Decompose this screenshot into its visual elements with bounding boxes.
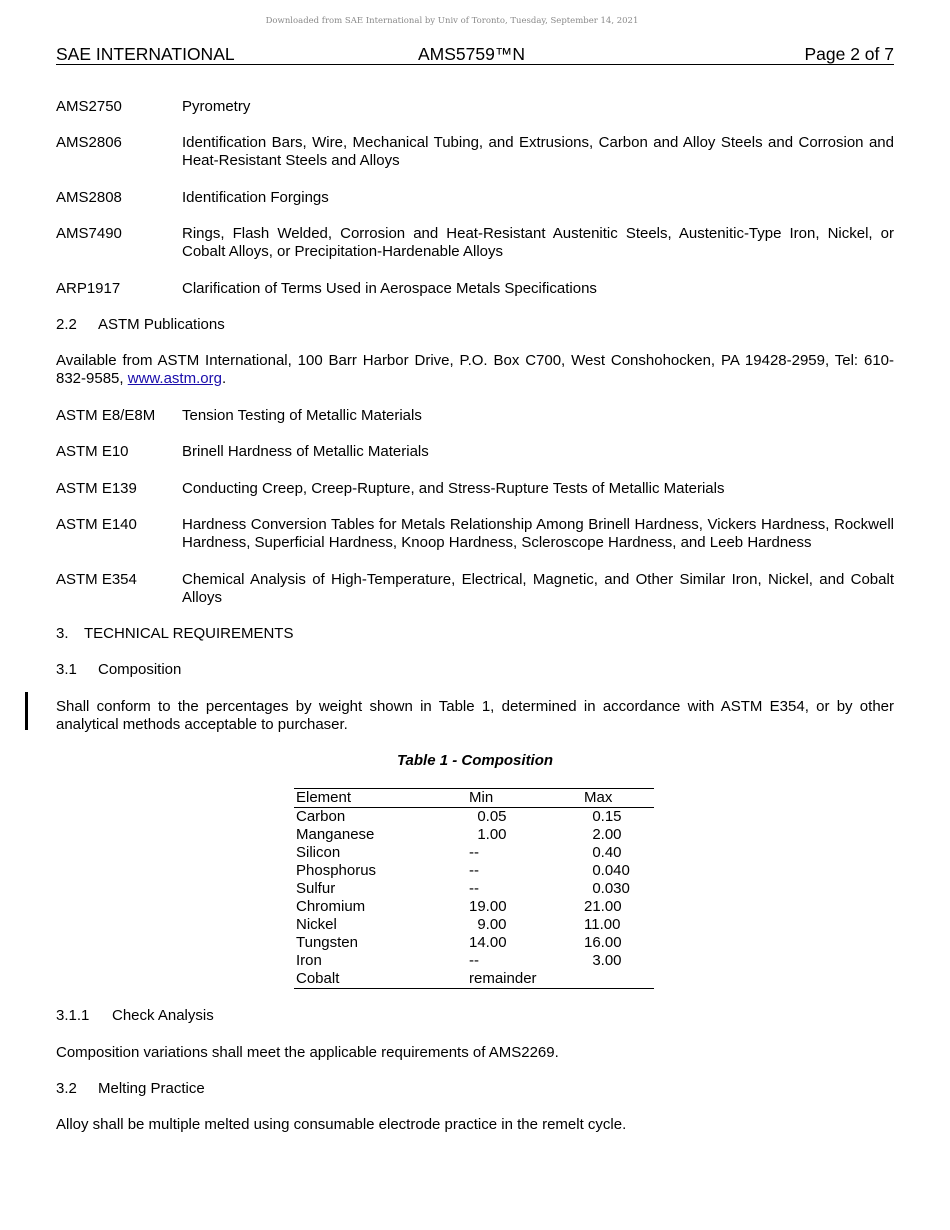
table-row xyxy=(294,916,654,934)
table-row xyxy=(294,826,654,844)
element-cell: Tungsten xyxy=(296,934,358,951)
min-cell: 9.00 xyxy=(469,916,507,933)
section-number: 3. xyxy=(56,625,69,642)
reference-item xyxy=(56,480,894,498)
reference-code: AMS7490 xyxy=(56,225,122,242)
element-cell: Nickel xyxy=(296,916,337,933)
reference-item xyxy=(56,407,894,425)
reference-description: Pyrometry xyxy=(182,98,251,115)
table-row xyxy=(294,970,654,988)
header-doc-number: AMS5759™N xyxy=(418,44,525,64)
section-title: Composition xyxy=(98,661,182,678)
reference-description: Tension Testing of Metallic Materials xyxy=(182,407,422,424)
reference-description: Brinell Hardness of Metallic Materials xyxy=(182,443,429,460)
table-row xyxy=(294,934,654,952)
reference-description: Identification Forgings xyxy=(182,189,329,206)
reference-description: Conducting Creep, Creep-Rupture, and Stress-Rupture Tests of Metallic Materials xyxy=(182,480,725,497)
table-row xyxy=(294,880,654,898)
reference-item xyxy=(56,516,894,552)
table-row xyxy=(294,862,654,880)
astm-availability-end: . xyxy=(221,370,227,387)
astm-website-link[interactable]: www.astm.org xyxy=(127,370,222,387)
astm-availability-paragraph xyxy=(56,352,894,388)
element-cell: Silicon xyxy=(296,844,341,861)
table-body xyxy=(294,808,654,988)
composition-table xyxy=(294,788,654,989)
element-cell: Cobalt xyxy=(296,970,340,987)
section-number: 3.2 xyxy=(56,1080,77,1097)
reference-code: ASTM E140 xyxy=(56,516,137,533)
max-cell: 3.00 xyxy=(584,952,622,969)
element-cell: Iron xyxy=(296,952,322,969)
min-cell: 14.00 xyxy=(469,934,507,951)
reference-code: AMS2806 xyxy=(56,134,122,151)
header-org: SAE INTERNATIONAL xyxy=(56,44,235,64)
section-number: 3.1.1 xyxy=(56,1007,90,1024)
reference-code: ASTM E139 xyxy=(56,480,137,497)
reference-description: Hardness Conversion Tables for Metals Relationship Among Brinell Hardness, Vickers Hardness, Rockwell Hardness, Superficial Hardness, Knoop Hardness, Scleroscope Hardness, and Leeb Hardness xyxy=(182,516,894,551)
reference-code: ARP1917 xyxy=(56,280,121,297)
table-caption: Table 1 - Composition xyxy=(396,752,554,769)
table-header-row xyxy=(294,789,654,808)
max-cell: 16.00 xyxy=(584,934,622,951)
min-cell: 1.00 xyxy=(469,826,507,843)
reference-item xyxy=(56,443,894,461)
table-row xyxy=(294,898,654,916)
table-row xyxy=(294,952,654,970)
table-row xyxy=(294,808,654,826)
reference-description: Clarification of Terms Used in Aerospace Metals Specifications xyxy=(182,280,597,297)
section-number: 2.2 xyxy=(56,316,77,333)
table-row xyxy=(294,844,654,862)
section-heading-3 xyxy=(56,625,293,643)
max-cell: 11.00 xyxy=(584,916,621,933)
table-header-cell: Max xyxy=(584,789,613,806)
reference-item xyxy=(56,571,894,607)
section-heading-3-1 xyxy=(56,661,181,679)
reference-code: AMS2808 xyxy=(56,189,122,206)
reference-code: ASTM E8/E8M xyxy=(56,407,156,424)
min-cell: -- xyxy=(469,880,479,897)
header-page-number: Page 2 of 7 xyxy=(804,44,894,64)
reference-code: AMS2750 xyxy=(56,98,122,115)
section-title: ASTM Publications xyxy=(98,316,225,333)
reference-item xyxy=(56,225,894,261)
min-cell: 19.00 xyxy=(469,898,507,915)
element-cell: Chromium xyxy=(296,898,366,915)
reference-code: ASTM E10 xyxy=(56,443,129,460)
reference-description: Identification Bars, Wire, Mechanical Tubing, and Extrusions, Carbon and Alloy Steels and Corrosion and Heat-Resistant Steels and Alloys xyxy=(182,134,894,169)
revision-change-bar xyxy=(25,692,28,730)
table-header-cell: Element xyxy=(296,789,352,806)
section-title: Check Analysis xyxy=(112,1007,214,1024)
table-header-cell: Min xyxy=(469,789,494,806)
section-title: TECHNICAL REQUIREMENTS xyxy=(84,625,294,642)
max-cell: 0.040 xyxy=(584,862,630,879)
melting-practice-paragraph: Alloy shall be multiple melted using consumable electrode practice in the remelt cycle. xyxy=(56,1116,627,1133)
reference-item xyxy=(56,189,894,207)
max-cell: 21.00 xyxy=(584,898,622,915)
reference-item xyxy=(56,280,894,298)
min-cell: -- xyxy=(469,862,479,879)
max-cell: 0.15 xyxy=(584,808,622,825)
download-notice: Downloaded from SAE International by Univ of Toronto, Tuesday, September 14, 2021 xyxy=(265,16,639,26)
section-heading-3-2 xyxy=(56,1080,205,1098)
element-cell: Carbon xyxy=(296,808,346,825)
min-cell: remainder xyxy=(469,970,537,987)
section-heading-2-2 xyxy=(56,316,225,334)
min-cell: 0.05 xyxy=(469,808,507,825)
element-cell: Sulfur xyxy=(296,880,336,897)
max-cell: 2.00 xyxy=(584,826,622,843)
reference-description: Chemical Analysis of High-Temperature, Electrical, Magnetic, and Other Similar Iron, Nickel, and Cobalt Alloys xyxy=(182,571,894,606)
element-cell: Manganese xyxy=(296,826,375,843)
element-cell: Phosphorus xyxy=(296,862,377,879)
page-header xyxy=(56,44,894,65)
section-heading-3-1-1 xyxy=(56,1007,214,1025)
section-number: 3.1 xyxy=(56,661,77,678)
reference-item xyxy=(56,98,894,116)
min-cell: -- xyxy=(469,952,479,969)
max-cell: 0.030 xyxy=(584,880,630,897)
section-title: Melting Practice xyxy=(98,1080,205,1097)
max-cell: 0.40 xyxy=(584,844,622,861)
composition-paragraph: Shall conform to the percentages by weight shown in Table 1, determined in accordance with ASTM E354, or by other analytical methods acceptable to purchaser. xyxy=(56,698,894,733)
reference-item xyxy=(56,134,894,170)
check-analysis-paragraph: Composition variations shall meet the applicable requirements of AMS2269. xyxy=(56,1044,559,1061)
reference-description: Rings, Flash Welded, Corrosion and Heat-Resistant Austenitic Steels, Austenitic-Type Iron, Nickel, or Cobalt Alloys, or Precipitation-Hardenable Alloys xyxy=(182,225,894,260)
reference-code: ASTM E354 xyxy=(56,571,137,588)
astm-availability-text: Available from ASTM International, 100 Barr Harbor Drive, P.O. Box C700, West Conshohocken, PA 19428-2959, Tel: 610-832-9585, xyxy=(56,352,894,387)
min-cell: -- xyxy=(469,844,479,861)
